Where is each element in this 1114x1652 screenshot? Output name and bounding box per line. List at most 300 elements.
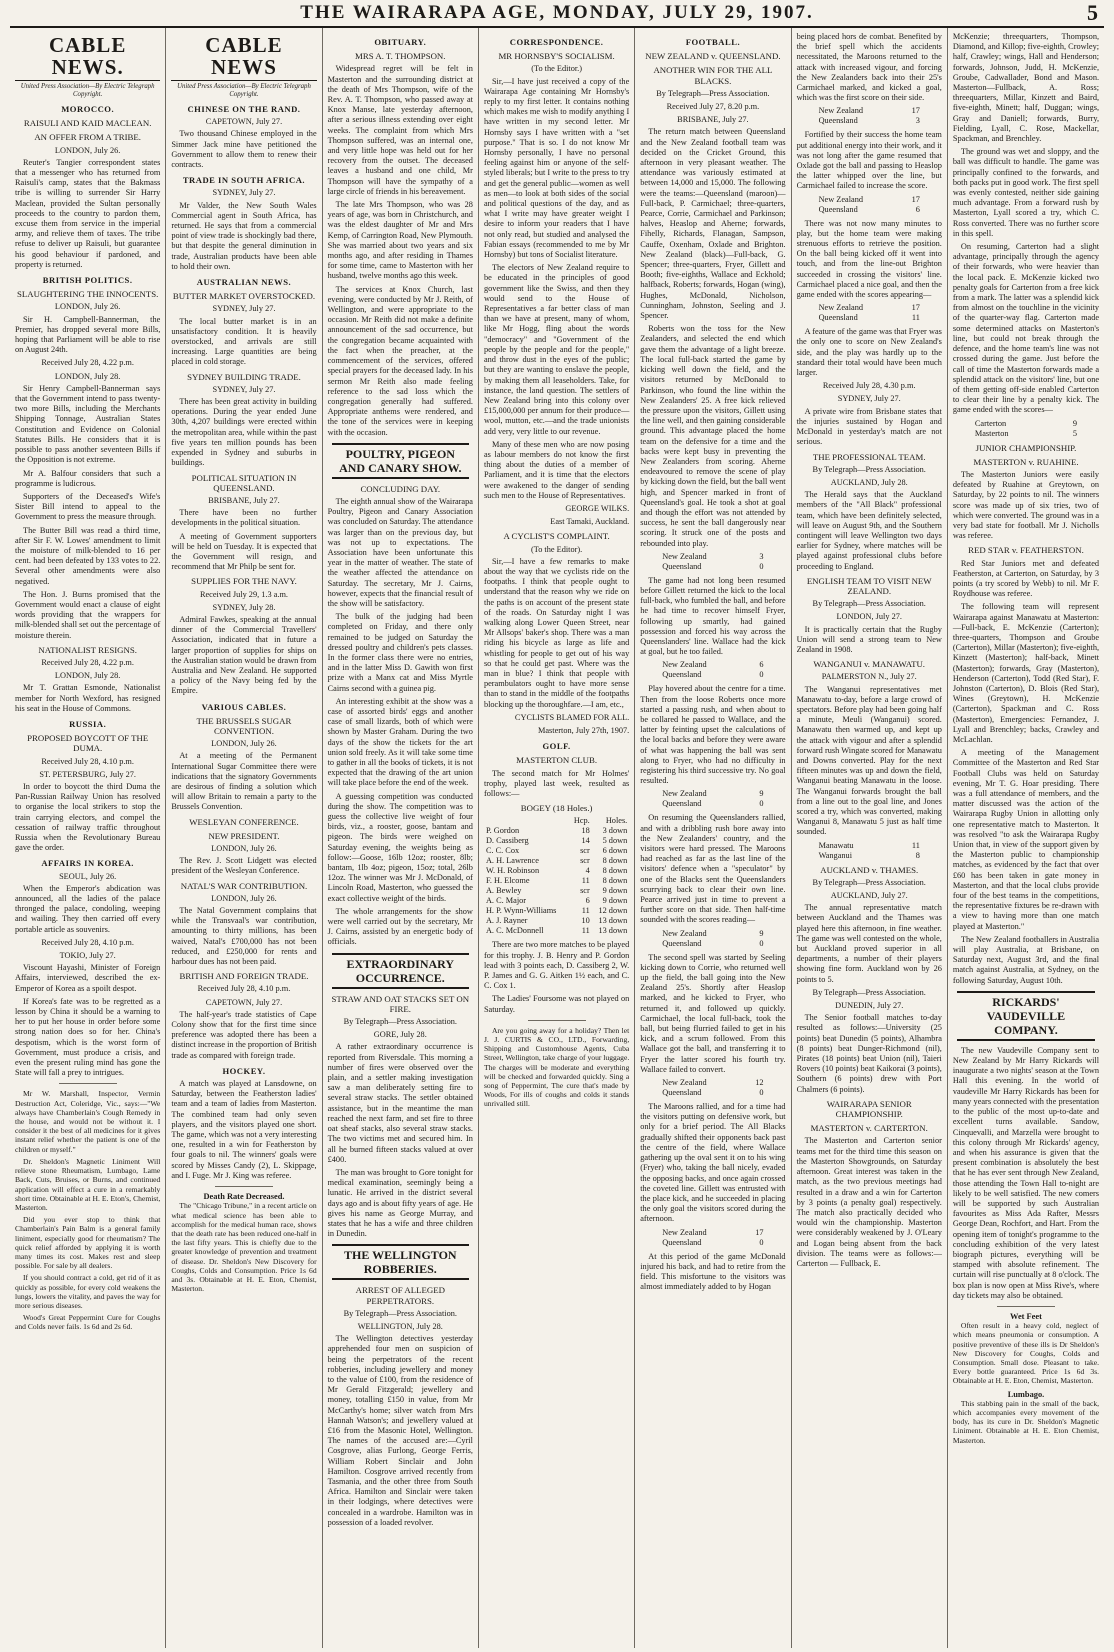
headline: NATIONALIST RESIGNS.	[38, 644, 137, 655]
advertisement	[15, 1089, 160, 1331]
column-5	[635, 28, 791, 1648]
article-paragraph: There are two more matches to be played for this trophy. J. B. Henry and P. Gordon lead with 3 points each, D. Cassiberg 2, W. P. James and G. G. Aitken 1½ each, and C. C. Cox 1.	[483, 940, 630, 991]
headline: BRITISH AND FOREIGN TRADE.	[179, 971, 309, 982]
headline: NEW ZEALAND v. QUEENSLAND.	[645, 51, 781, 62]
headline: WAIRARAPA SENIOR CHAMPIONSHIP.	[826, 1098, 912, 1120]
article-paragraph: The local butter market is in an unsatisfactory condition. It is heavily overstocked, and arrivals are still increasing. Large quantities are being placed in cold storage.	[171, 316, 317, 367]
section-heading: GOLF.	[542, 741, 571, 752]
received-line: Received July 28, 4.22 p.m.	[41, 657, 134, 667]
boxed-headline: EXTRAORDINARY OCCURRENCE.	[332, 953, 469, 989]
section-heading: FOOTBALL.	[685, 37, 741, 47]
team-name: New Zealand	[662, 660, 707, 670]
player-name: C. C. Cox	[485, 846, 520, 856]
article-paragraph: The whole arrangements for the show were well carried out by the secretary, Mr J. Cairns, assisted by an energetic body of officials.	[327, 906, 473, 947]
headline: THE PROFESSIONAL TEAM.	[812, 451, 926, 462]
headline: A CYCLIST'S COMPLAINT.	[503, 531, 610, 542]
article-paragraph: It is practically certain that the Rugby Union will send a strong team to New Zealand in 1908.	[796, 624, 942, 654]
team-score: 17	[911, 106, 920, 116]
article-paragraph: When the Emperor's abdication was announced, all the ladies of the palace thronged the palace, condoling, weeping and wailing. They then carried off every portable article as souvenirs.	[15, 883, 161, 934]
dateline: AUCKLAND, July 27.	[830, 891, 908, 901]
golf-results-table	[484, 816, 629, 936]
dateline: SYDNEY, July 27.	[212, 304, 276, 314]
ad-paragraph: Often result in a heavy cold, neglect of which means pneumonia or consumption. A positive preventive of these ills is Dr Sheldon's New Discovery for Coughs, Colds and Consumption. Small dose. Pleasant to take. Every bottle guaranteed. Price 1s 6d 3s. Obtainable at H. E. Eton, Chemist, Masterton.	[952, 1321, 1100, 1386]
letter-paragraph: Sir,—I have just received a copy of the Wairarapa Age containing Mr Hornsby's reply to my first letter. It contains nothing which makes me wish to modify anything I have written in my second letter. Mr Hornsby says I have written with a "set purpose." That is so. I do not know Mr Hornsby personally, I have no personal feeling against him or anyone of the self-styled liberals; but I write to the press to try and get the general public—women as well as men—to look at both sides of the social and political questions of the day, and as what I write may have greater weight I desire to inform your readers that I have not only read, but studied and analysed the Fabian essays (recommended to me by Mr Hornsby) but tons of Socialist literature.	[483, 76, 630, 260]
article-paragraph: At this period of the game McDonald injured his back, and had to retire from the field. This misfortune to the visitors was almost immediately added to by Hogan	[640, 1251, 786, 1292]
article-paragraph: On resuming the Queenslanders rallied, and with a dribbling rush bore away into the New Zealanders' country, and the visitors were hard pressed. The Maroons had reached as far as the last line of the visitors' defence when a "speculator" by one of the Blacks sent the Queenslanders scurrying back to clear their own line. Pearce arrived just in time to prevent a further score on that side. Then half-time sounded with the scores reading—	[640, 813, 786, 925]
received-line: Received July 28, 4.10 p.m.	[41, 756, 134, 766]
headline: ENGLISH TEAM TO VISIT NEW ZEALAND.	[806, 575, 932, 596]
team-name: Queensland	[818, 313, 858, 323]
signature-date: Masterton, July 27th, 1907.	[537, 726, 630, 735]
headline: SLAUGHTERING THE INNOCENTS.	[16, 289, 159, 300]
advertisement: Are you going away for a holiday? Then let J. J. CURTIS & CO., LTD., Forwarding, Shipping and Customhouse Agents, Cuba Street, Wellington, take charge of your luggage. The charges will be moderate and everything will be checked and forwarded quickly. Sing a song of Peppermint, The cure that's made by Woods, For ills of coughs and colds it stands unrivalled still.	[483, 1025, 630, 1109]
article-paragraph: The Maroons rallied, and for a time had the visitors putting on defensive work, but only for a brief period. The All Blacks gradually shifted their opponents back past the centre of the field, where Wallace gathering up the oval sent it on to his wing (Fryer) who, taking the ball nicely, evaded the opposing backs, and once again crossed the coveted line. Gillett was entrusted with the place kick, and he succeeded in placing the only goal the visitors scored during the afternoon.	[640, 1102, 786, 1224]
team-name: New Zealand	[662, 789, 707, 799]
player-name: D. Cassiberg	[485, 836, 529, 846]
team-name: New Zealand	[662, 928, 707, 938]
article-paragraph: A guessing competition was conducted during the show. The competition was to guess the collective live weight of four birds, viz., a rooster, goose, bantam and pigeon. The birds were weighed on Saturday evening, the weights being as follow:—Goose, 16lb 12oz; rooster, 8lb; bantam, 1lb 4oz; pigeon, 15oz; total, 26lb 12oz. The winner was Mr J. McDonald, of Lincoln Road, Masterton, who guessed the exact collective weight of the birds.	[327, 791, 473, 903]
score-table	[640, 660, 785, 680]
article-paragraph: The ground was wet and sloppy, and the ball was difficult to handle. The game was principally confined to the forwards, and both packs put in good work. The first spell was evenly contested, neither side gaining much advantage. From a forward rush by Masterton, Lyall scored a try, which C. Ross converted. There was no further score in this spell.	[952, 147, 1100, 238]
article-paragraph: A private wire from Brisbane states that the injuries sustained by Hogan and McDonald in yesterday's match are not serious.	[796, 406, 942, 447]
score-row	[640, 1088, 785, 1098]
team-score: 9	[759, 789, 764, 799]
team-name: Queensland	[662, 561, 702, 571]
article-paragraph: There has been great activity in building operations. During the year ended June 30th, 4,207 buildings were erected within the metropolitan area, while within the past five years ten million pounds has been expended in Sydney and suburbs in buildings.	[171, 397, 317, 468]
headline: RAISULI AND KAID MACLEAN.	[23, 118, 152, 129]
byline: By Telegraph—Press Association.	[812, 987, 926, 997]
dateline: DUNEDIN, July 27.	[835, 1001, 904, 1011]
page-number: 5	[1087, 0, 1098, 25]
article-paragraph: A match was played at Lansdowne, on Saturday, between the Featherston ladies' team and a team of ladies from Masterton. The combined team had only seven players, and the visitors played one short. The game, which was not a very interesting one, resulted in a win for Featherston by four goals to nil. The winners' goals were scored by Misses Candy (2), L. Skippage, and I. Fuge. Mr J. King was referee.	[171, 1079, 317, 1180]
article-paragraph: The game had not long been resumed before Gillett returned the kick to the local full-back, who fumbled the ball, and before he had time to recover himself Fryer, following up smartly, had gained possession and forced his way across the Queenslanders' line. Wallace had the kick at goal, but he too failed.	[640, 575, 786, 657]
column-3	[323, 28, 479, 1648]
subheadline: AN OFFER FROM A TRIBE.	[34, 132, 141, 143]
holes-result: 5 down	[602, 836, 628, 846]
handicap: 6	[585, 896, 590, 906]
subheadline: CONCLUDING DAY.	[360, 483, 441, 494]
dateline: SEOUL, July 26.	[59, 871, 117, 881]
article-paragraph: Fortified by their success the home team put additional energy into their work, and it was not long after the game resumed that Oxlade got the ball and passing to Heaslop the latter whipped over the line, but Carmichael failed to increase the score.	[796, 130, 942, 191]
handicap: 18	[581, 826, 590, 836]
dateline: AUCKLAND, July 28.	[830, 477, 908, 487]
handicap: 11	[581, 906, 590, 916]
article-paragraph: Two thousand Chinese employed in the Simmer Jack mine have petitioned the Government to allow them to renew their contracts.	[171, 129, 317, 170]
holes-result: 8 down	[602, 866, 628, 876]
dateline: WELLINGTON, July 28.	[357, 1321, 443, 1331]
subheadline: BOGEY (18 Holes.)	[520, 803, 593, 814]
dateline: LONDON, July 26.	[54, 302, 121, 312]
score-row	[953, 419, 1099, 429]
team-score: 9	[1072, 418, 1078, 428]
player-name: W. H. Robinson	[485, 866, 540, 876]
player-name: A. C. McDonnell	[485, 926, 544, 936]
article-paragraph: Viscount Hayashi, Minister of Foreign Affairs, interviewed, described the ex-Emperor of Korea as a spoilt despot.	[15, 963, 161, 993]
article-paragraph: If Korea's fate was to be regretted as a lesson by China it should be a warning to her to put her house in order before some strong nation does so for her. China's despotism, which is the worst form of Government, must produce a crisis, and even the present ruling mind has gone the State will fall a prey to intrigues.	[15, 996, 161, 1078]
player-name: A. Bewley	[485, 886, 522, 896]
section-heading: MOROCCO.	[61, 104, 115, 114]
article-paragraph: Reuter's Tangier correspondent states that a messenger who has returned from Raisuli's camp, states that the Bakmass tribe is willing to surrender Sir Harry Maclean, provided the Sultan personally proceeds to the country to pardon them, excuse them from service in the imperial army, and relieve them of taxes. The tribe refuse to deliver up Raisuli, but guarantee his good behaviour if pardoned, and property is returned.	[15, 157, 161, 269]
received-line: Received July 27, 8.20 p.m.	[666, 102, 760, 112]
score-row	[640, 939, 785, 949]
team-name: New Zealand	[818, 303, 864, 313]
dateline: LONDON, July 26.	[211, 893, 277, 903]
player-name: A. J. Rayner	[485, 916, 528, 926]
team-name: New Zealand	[818, 194, 864, 204]
dateline: LONDON, July 26.	[211, 739, 277, 749]
team-score: 11	[911, 840, 920, 850]
byline: By Telegraph—Press Association.	[812, 464, 926, 474]
divider	[528, 1020, 586, 1021]
score-row	[640, 660, 785, 670]
advertisement	[171, 1192, 316, 1293]
byline: By Telegraph—Press Association.	[656, 88, 770, 98]
ad-heading: Death Rate Decreased.	[203, 1192, 285, 1202]
team-score: 6	[759, 660, 764, 670]
team-name: Carterton	[974, 418, 1007, 428]
headline: THE BRUSSELS SUGAR CONVENTION.	[196, 715, 292, 736]
score-table	[640, 552, 785, 572]
handicap: scr	[580, 886, 590, 896]
column-6	[792, 28, 948, 1648]
column-header: Holes.	[605, 816, 628, 826]
article-paragraph: Red Star Juniors met and defeated Featherston, at Carterton, on Saturday, by 3 points (a try scored by Webb) to nil. Mr F. Roydhouse was referee.	[952, 558, 1100, 599]
article-paragraph: Sir Henry Campbell-Bannerman says that the Government intend to pass twenty-two more Bills, including the Merchants Shipping Tonnage, Australian States Constitution and Evidence on Colonial Statutes Bills. He considers that it is possible to pass another seventeen Bills if the Opposition is not extreme.	[15, 383, 161, 465]
team-name: New Zealand	[662, 1078, 707, 1088]
article-paragraph: The half-year's trade statistics of Cape Colony show that for the first time since preference was adopted there has been a distinct increase in the proportion of British trade as compared with foreign trade.	[171, 1009, 317, 1060]
article-paragraph: The Rev. J. Scott Lidgett was elected president of the Wesleyan Conference.	[171, 856, 317, 876]
to-the-editor: (To the Editor).	[530, 544, 583, 554]
holes-result: 3 down	[602, 826, 628, 836]
table-row	[484, 836, 629, 846]
dateline: LONDON, July 28.	[54, 371, 121, 381]
article-paragraph: There was not now many minutes to play, but the home team were making strenuous efforts to retrieve the position. On the ball being kicked off it went into touch, and from the line-out Brighton succeeded in crossing the visitors' line. Carmichael placed a nice goal, and then the game ended with the scores appearing—	[796, 218, 942, 300]
handicap: 4	[585, 866, 590, 876]
divider	[59, 1083, 117, 1084]
column-header	[484, 816, 569, 826]
dateline: BRISBANE, July 27.	[677, 115, 749, 125]
dateline: ST. PETERSBURG, July 27.	[39, 769, 136, 779]
handicap: scr	[580, 846, 590, 856]
column-header: Hcp.	[573, 816, 590, 826]
article-paragraph: The Wellington detectives yesterday apprehended four men on suspicion of being the perpetrators of the recent robberies, including jewellery and money to the value of £100, from the residence of Mr Gerald Fitzgerald; jewellery and money, totalling £150 in value, from Mr McCarthy's home; silver watch from Mrs Hannah Watson's; and jewellery valued at £16 from the Masonic Hotel, Wellington. The names of the accused are:—Cyril Cosgrove, alias Furlong, George Ferris, William Robert Sinclair and John Hamilton. Cosgrove arrived recently from Tasmania, and the other three from South Africa. Hamilton and Sinclair were taken in their lodgings, where detectives were concealed in a wardrobe. Hamilton was in possession of a loaded revolver.	[327, 1334, 473, 1527]
letter-paragraph: The electors of New Zealand require to be educated in the principles of good government like the Swiss, and then they would send to the House of Representatives a far better class of man than we have at present, many of whom, like Mr Hogg, fling about the words "democracy" and "Government of the people by the people and for the people," and throw dust in the eyes of the public; but they are wanting to enslave the people, by making them all leaseholders. Take, for instance, the land question. The settlers of New Zealand bring into this colony over £15,000,000 per annum for their produce—wool, mutton, etc.—and the trade unionists add very, very little to our revenue.	[483, 263, 630, 436]
boxed-headline: RICKARDS' VAUDEVILLE COMPANY.	[957, 991, 1095, 1041]
letter-paragraph: Many of these men who are now posing as labour members do not know the first thing about the duties of a member of Parliament, and it is time that the electors were awakened to the danger of sending such men to the House of Representatives.	[483, 439, 630, 500]
team-score: 6	[915, 204, 920, 214]
holes-result: 6 down	[602, 846, 628, 856]
received-line: Received July 28, 4.10 p.m.	[41, 937, 134, 947]
article-paragraph: The Ladies' Foursome was not played on Saturday.	[483, 994, 630, 1014]
letter-paragraph: Sir,—I have a few remarks to make about the way that we cyclists ride on the footpaths. I think that people ought to understand that the reason why we ride on the paths is on account of the present state of the roads. On Saturday night I was walking along Lower Queen Street, near Mr Allsops' baker's shop. There was a man riding his bicycle as large as life and whistling for people to get out of his way so that he could get past. Where was the man in blue? I think that people with perambulators ought to have more sense than to stand in the middle of the footpaths blocking up the thoroughfare.—I am, etc.,	[483, 556, 630, 709]
ad-paragraph: Mr W. Marshall, Inspector, Vermin Destruction Act, Coleridge, Vic., says:—"We always have Chamberlain's Cough Remedy in the house, and would not be without it. I consider it the best of all medicines for it gives instant relief whether the patient is one of the children or myself."	[15, 1089, 161, 1154]
team-score: 0	[759, 1088, 764, 1098]
article-paragraph: On resuming, Carterton had a slight advantage, principally through the agency of their forwards, who were heavier than the local pack. E. McKenzie kicked two penalty goals for Carterton from a free kick from a mark. The latter was a splendid kick from almost on the touchline in the vicinity of the quarter-way flag. Carterton made some determined attacks on Masterton's line, but could not break through the defence, and the home team's line was not crossed during the game. Just before the call of time the Masterton forwards made a splendid attack on the visitors' line, but one of them getting off-side enabled Carterton to clear their line by a penalty kick. The game ended with the scores—	[952, 242, 1100, 415]
article-paragraph: The Wanganui representatives met Manawatu to-day, before a large crowd of spectators. Before play had been going half a minute, Meuli (Wanganui) scored. Manawatu then warmed up, and kept up the attack with vigour and after a splendid forward rush Wingate scored for Manawatu and Downs converted. Play for the next fifteen minutes was up and down the field, Wanganui beating Manawatu in the loose. The Wanganui forwards brought the ball from a line out to the goal line, and Jones scored a try, which was converted, making Wanganui 8, Manawatu 5 just as half time sounded.	[796, 684, 942, 837]
table-row	[484, 866, 629, 876]
score-row	[797, 851, 942, 861]
article-paragraph: The annual representative match between Auckland and the Thames was played here this afternoon, in fine weather. The game was well contested on the whole, but Auckland proved superior in all departments, a number of their players showing fine form. Auckland won by 26 points to 5.	[796, 903, 942, 984]
article-paragraph: The bulk of the judging had been completed on Friday, and there only remained to be judged on Saturday the dressed poultry and children's pets classes. In the former class there were no entries, and in the latter Miss D. Gawith won first prize with a Manx cat and Miss Myrtle Cairns second with a guinea pig.	[327, 612, 473, 693]
article-paragraph: The eighth annual show of the Wairarapa Poultry, Pigeon and Canary Association was concluded on Saturday. The attendance was larger than on the previous day, but was not up to expectations. The Association have been unfortunate this year in the matter of weather. The state of the weather affected the attendance on Saturday. The secretary, Mr J. Cairns, however, expects that the financial result of the show will be satisfactory.	[327, 496, 473, 608]
ad-paragraph: Dr. Sheldon's Magnetic Liniment Will relieve stone Rheumatism, Lumbago, Lame Back, Cuts, Bruises, or Burns, and continued application will effect a cure in a remarkably short time. Obtainable at H. E. Eton's, Chemist, Masterton.	[15, 1156, 161, 1212]
article-paragraph: The Butter Bill was read a third time, after Sir F. W. Lowes' amendment to limit the moisture of milk-blended to 16 per cent. had been defeated by 133 votes to 22. Several other amendments were also negatived.	[15, 525, 161, 586]
team-name: New Zealand	[818, 106, 864, 116]
score-row	[797, 313, 942, 323]
headline: WANGANUI v. MANAWATU.	[813, 659, 926, 670]
table-row	[484, 906, 629, 916]
column-2	[166, 28, 322, 1648]
boxed-headline: THE WELLINGTON ROBBERIES.	[332, 1244, 469, 1280]
article-paragraph: The man was brought to Gore tonight for medical examination, seemingly being a lunatic. He arrived in the district several days ago and is about fifty years of age. He gives his name as George Murray, and states that he has a wife and three children in Dunedin.	[327, 1167, 473, 1239]
section-heading: CHINESE ON THE RAND.	[187, 104, 301, 114]
team-score: 17	[755, 1227, 764, 1237]
article-paragraph: Roberts won the toss for the New Zealanders, and selected the end which gave them the advantage of a light breeze. The local full-back started the game by kicking well down the field, and the visitors returned by McDonald to Parkinson, who found the line within the New Zealanders' 25. A free kick relieved the pressure upon the visitors, Gillett using the line well, and then gaining considerable ground. This advantage placed the home team on the defensive for a time and the backs were kept busy in preventing the New Zealanders from scoring. Aherne endeavoured to remove the scene of play by kicking down the field, but the ball went high, and Spencer marked in front of Queensland's goal. He took a shot at goal and though the effort was not attended by success, he sent the ball dangerously near scoring. It struck one of the posts and rebounded into play.	[640, 324, 786, 548]
received-line: Received July 29, 1.3 a.m.	[199, 589, 288, 599]
ad-paragraph: This stabbing pain in the small of the back, which accompanies every movement of the body, has its cure in Dr. Sheldon's Magnetic Liniment. Obtainable at H. E. Eton Chemist, Masterton.	[952, 1398, 1100, 1445]
table-row	[484, 886, 629, 896]
team-score: 17	[911, 303, 920, 313]
cable-news-title: CABLE NEWS	[171, 34, 316, 81]
press-credit: United Press Association—By Electric Telegraph Copyright.	[177, 83, 311, 98]
article-paragraph: A feature of the game was that Fryer was the only one to score on New Zealand's side, and the play was hardly up to the standard their total would have been much larger.	[796, 327, 942, 378]
score-table	[797, 841, 942, 861]
article-paragraph: The Masterton Juniors were easily defeated by Ruahine at Greytown, on Saturday, by 22 points to nil. The winners score was made up of six tries, two of which were converted. The ground was in a very bad state for football. Mr J. Nicholls was referee.	[952, 469, 1100, 541]
article-paragraph: In order to boycott the third Duma the Pan-Russian Railway Union has resolved to organise the local strikers to stop the train carrying electors, and compel the cessation of railway traffic throughout Russia when the Revolutionary Bureau gave the order.	[15, 781, 161, 853]
ad-paragraph: Wood's Great Peppermint Cure for Coughs and Colds never fails. 1s 6d and 2s 6d.	[15, 1313, 161, 1332]
team-score: 0	[759, 561, 764, 571]
article-paragraph: Admiral Fawkes, speaking at the annual dinner of the Commercial Travellers' Association, indicated that in future a larger proportion of supplies for ships on the Australian station would be drawn from Australia and New Zealand. He supported a policy of the Navy being fed by the Empire.	[171, 614, 317, 696]
team-name: Masterton	[974, 428, 1009, 438]
team-score: 3	[915, 116, 920, 126]
score-row	[640, 789, 785, 799]
player-name: P. Gordon	[485, 826, 520, 836]
holes-result: 13 down	[598, 926, 628, 936]
table-row	[484, 896, 629, 906]
score-row	[640, 562, 785, 572]
article-paragraph: Supporters of the Deceased's Wife's Sister Bill intend to appeal to the Government to press the measure through.	[15, 491, 161, 522]
score-row	[953, 429, 1099, 439]
headline: MR HORNSBY'S SOCIALISM.	[498, 51, 615, 62]
team-name: Queensland	[818, 204, 858, 214]
section-heading: AFFAIRS IN KOREA.	[41, 858, 134, 869]
team-score: 0	[759, 799, 764, 809]
player-name: A. C. Major	[485, 896, 527, 906]
team-name: Queensland	[818, 116, 858, 126]
column-1	[10, 28, 166, 1648]
section-heading: BRITISH POLITICS.	[42, 275, 133, 286]
byline: By Telegraph—Press Association.	[812, 599, 926, 609]
article-paragraph: being placed hors de combat. Benefited by the brief spell which the accidents necessitated, the Maroons returned to the attack with increased vigour, and forcing the New Zealanders back into their 25's Carmichael marked, and kicked a goal, which was the first score on their side.	[796, 32, 942, 103]
table-row	[484, 846, 629, 856]
handicap: 11	[581, 926, 590, 936]
headline: AUCKLAND v. THAMES.	[820, 864, 919, 875]
dateline: CAPETOWN, July 27.	[205, 997, 283, 1007]
team-name: Queensland	[662, 799, 702, 809]
team-name: Queensland	[662, 670, 702, 680]
headline: MRS A. T. THOMPSON.	[355, 51, 446, 62]
holes-result: 8 down	[602, 856, 628, 866]
subheadline: MASTERTON v. RUAHINE.	[973, 456, 1079, 467]
article-paragraph: The second spell was started by Seeling kicking down to Corrie, who returned well up the field, the ball going into the New Zealand 25's. Shortly after Heaslop marked, and he kicked to Fryer, who returned it, and followed up quickly. Carmichael, the local full-back, took the ball, but being flurried failed to get in his kick, and a scrum followed. From this Wallace got the ball, and transferring it to Fryer the latter scored his fourth try. Wallace failed to convert.	[640, 952, 786, 1074]
dateline: SYDNEY, July 27.	[212, 384, 276, 394]
section-heading: HOCKEY.	[222, 1065, 266, 1076]
table-row	[484, 916, 629, 926]
score-table	[797, 195, 942, 215]
signature: GEORGE WILKS.	[565, 503, 630, 513]
article-paragraph: Mr Valder, the New South Wales Commercial agent in South Africa, has returned. He says that from a commercial point of view trade is shockingly bad there, but that despite the general diminution in trade, Australian products have been able to hold their own.	[171, 200, 317, 271]
signature-place: East Tamaki, Auckland.	[550, 517, 630, 527]
holes-result: 8 down	[602, 876, 628, 886]
score-table	[797, 303, 942, 323]
headline: ARREST OF ALLEGED PERPETRATORS.	[355, 1285, 445, 1306]
score-row	[797, 106, 942, 116]
article-paragraph: The following team will represent Wairarapa against Manawatu at Masterton:—Full-back, E. McKenzie (Carterton); three-quarters, Thompson and Groube (Carterton), Millar (Masterton); five-eighth, Kinzett (Masterton); half-back, Minett (Masterton); forwards, Gray (Masterton), Henderson (Carterton), Todd (Red Star), F. Johnston (Carterton), D. Blois (Red Star), Wines (Greytown), H. McKenzie (Carterton), Spackman and C. Ross (Masterton), Emergencies: Fernandez, J. Lyall and Brenchley; backs, Crawley and McLachlan.	[952, 602, 1100, 744]
press-credit: United Press Association—By Electric Telegraph Copyright.	[20, 83, 155, 98]
dateline: LONDON, July 26.	[211, 844, 277, 853]
column-4	[479, 28, 635, 1648]
dateline: PALMERSTON N., July 27.	[821, 672, 917, 682]
holes-result: 9 down	[602, 896, 628, 906]
dateline: CAPETOWN, July 27.	[205, 117, 283, 127]
received-line: Received July 28, 4.30 p.m.	[822, 381, 916, 391]
team-score: 11	[911, 313, 920, 323]
score-row	[797, 195, 942, 205]
headline: SUPPLIES FOR THE NAVY.	[191, 576, 297, 587]
headline: MASTERTON CLUB.	[516, 755, 598, 766]
masthead	[10, 0, 1104, 28]
article-paragraph: Mr T. Grattan Esmonde, Nationalist member for North Wexford, has resigned his seat in the House of Commons.	[15, 683, 161, 713]
holes-result: 13 down	[598, 916, 628, 926]
article-paragraph: The Masterton and Carterton senior teams met for the third time this season on the Masterton Showgrounds, on Saturday afternoon. Great interest was taken in the match, as the two previous meetings had resulted in a draw and a win for Carterton by 3 points (a penalty goal) respectively. The match also practically decided who would win the championship. Masterton were considerably weakened by J. O'Leary and Logan being absent from the back division. The teams were as follows:—Carterton — Fullback, E.	[796, 1136, 942, 1268]
score-row	[797, 303, 942, 313]
team-name: New Zealand	[662, 1227, 707, 1237]
article-paragraph: An interesting exhibit at the show was a case of assorted birds' eggs and another case of small lizards, both of which were shown by Master Graham. During the two days of the show the tickets for the art union sold freely. As it will take some time to gather in all the books of tickets, it is not expected that the drawing of the art union will take place before the end of the week.	[327, 696, 473, 788]
dateline: GORE, July 28.	[373, 1030, 427, 1040]
received-line: Received July 28, 4.22 p.m.	[41, 358, 134, 368]
holes-result: 12 down	[598, 906, 628, 916]
byline: By Telegraph—Press Association.	[343, 1017, 457, 1027]
section-heading: RUSSIA.	[69, 718, 107, 729]
signature: CYCLISTS BLAMED FOR ALL.	[514, 712, 630, 722]
article-paragraph: The Senior football matches to-day resulted as follows:—University (25 points) beat Dunedin (5 points), Alhambra (8 points) beat Dunger-Richmond (nil), Pirates (18 points) beat Union (nil), Taieri Rovers (10 points) beat Kaikorai (3 points), Southern (6 points) drew with Port Chalmers (6 points).	[796, 1013, 942, 1094]
handicap: 11	[581, 876, 590, 886]
score-row	[797, 116, 942, 126]
cable-news-title: CABLE NEWS.	[15, 34, 160, 81]
article-paragraph: Sir H. Campbell-Bannerman, the Premier, has dropped several more Bills, hoping that Parliament will be able to rise on August 24th.	[15, 314, 161, 355]
headline: PROPOSED BOYCOTT OF THE DUMA.	[27, 733, 149, 754]
dateline: BRISBANE, July 27.	[208, 495, 280, 505]
score-row	[640, 1078, 785, 1088]
team-name: Wanganui	[818, 850, 852, 860]
table-row	[484, 876, 629, 886]
section-heading: AUSTRALIAN NEWS.	[196, 277, 292, 288]
table-row	[484, 856, 629, 866]
player-name: A. H. Lawrence	[485, 856, 539, 866]
section-heading: OBITUARY.	[374, 37, 427, 47]
dateline: SYDNEY, July 27.	[837, 394, 901, 404]
table-row	[484, 926, 629, 936]
team-score: 5	[1072, 428, 1078, 438]
ad-paragraph: Did you ever stop to think that Chamberlain's Pain Balm is a general family liniment, especially good for rheumatism? The quick relief afforded by applying it is worth many times its cost. Makes rest and sleep possible. For sale by all dealers.	[15, 1215, 161, 1271]
subheadline: MASTERTON v. CARTERTON.	[810, 1123, 928, 1134]
subheadline: ANOTHER WIN FOR THE ALL BLACKS.	[653, 65, 773, 86]
team-score: 8	[915, 850, 920, 860]
byline: By Telegraph—Press Association.	[343, 1308, 457, 1318]
holes-result: 9 down	[602, 886, 628, 896]
team-name: Queensland	[662, 1237, 702, 1247]
score-table	[640, 929, 785, 949]
headline: SYDNEY BUILDING TRADE.	[187, 371, 301, 382]
masthead-title: THE WAIRARAPA AGE, MONDAY, JULY 29, 1907.	[300, 2, 814, 23]
headline: POLITICAL SITUATION IN QUEENSLAND.	[191, 472, 297, 493]
player-name: F. H. Elcome	[485, 876, 530, 886]
dateline: LONDON, July 27.	[836, 612, 902, 622]
score-row	[640, 552, 785, 562]
article-paragraph: A meeting of the Management Committee of the Masterton and Red Star Football Clubs was held on Saturday evening, Mr T. G. Hoar presiding. There was a full attendance of members, and the matter discussed was the action of the Wairarapa Rugby Union in allotting only one representative match to Masterton. It was resolved "to ask the Wairarapa Rugby Union that, in view of the support given by the Masterton public to championship matches, as evidenced by the fact that over £60 has been taken in gate money in Masterton, and that the local clubs provide four of the best teams in the competitions, the representative fixtures be re-drawn with a view to having more than one match played at Masterton."	[952, 748, 1100, 931]
handicap: scr	[580, 856, 590, 866]
article-paragraph: At a meeting of the Permanent International Sugar Committee there were indications that the signatory Governments are desirous of finding a solution which will allow Britain to remain a party to the Brussels Convention.	[171, 751, 317, 812]
subheadline: NEW PRESIDENT.	[208, 830, 280, 841]
team-score: 0	[759, 1237, 764, 1247]
dateline: LONDON, July 28.	[54, 671, 121, 681]
team-score: 9	[759, 928, 764, 938]
section-heading: TRADE IN SOUTH AFRICA.	[182, 175, 306, 186]
score-row	[640, 1238, 785, 1248]
table-row	[484, 826, 629, 836]
article-paragraph: The Hon. J. Burns promised that the Government would enact a clause of eight words providing that the wrappers for milk-blended shall set out the percentage of moisture therein.	[15, 589, 161, 640]
team-score: 3	[759, 551, 764, 561]
ad-heading: Wet Feet	[1010, 1311, 1042, 1321]
article-paragraph: Widespread regret will be felt in Masterton and the surrounding district at the death of Mrs Thompson, wife of the Rev. A. T. Thompson, who passed away at Knox Manse, late yesterday afternoon, after a serious illness extending over eight weeks. The complaint from which Mrs Thompson suffered, was an internal one, and very little hope was held out for her recovery from the outset. The deceased leaves a husband and one child, Mr Thompson will have the sympathy of a large circle of friends in his bereavement.	[327, 64, 473, 196]
ad-heading: Lumbago.	[1007, 1389, 1045, 1399]
divider	[997, 1306, 1055, 1307]
table-header-row	[484, 816, 629, 826]
headline: BUTTER MARKET OVERSTOCKED.	[172, 291, 316, 302]
article-paragraph: Play hovered about the centre for a time. Then from the loose Roberts once more started a passing rush, and when about to be collared he passed to Wallace, and the latter by feinting upset the calculations of the local backs and before they were aware of what was happening the ball was sent along to Fryer, who had no difficulty in registering his third successive try. No goal resulted.	[640, 684, 786, 786]
article-paragraph: The Natal Government complains that while the Transvaal's war contribution, amounting to thirty millions, has been waived, Natal's £700,000 has not been reduced, and £250,000 for rents and harbour dues has not been paid.	[171, 906, 317, 967]
advertisement	[953, 1312, 1099, 1445]
handicap: 14	[581, 836, 590, 846]
dateline: SYDNEY, July 28.	[212, 602, 276, 612]
to-the-editor: (To the Editor.)	[531, 64, 582, 74]
received-line: Received July 28, 4.10 p.m.	[197, 984, 291, 994]
column-7	[948, 28, 1104, 1648]
article-paragraph: A rather extraordinary occurrence is reported from Riversdale. This morning a number of fires were observed over the plain, and a settler making investigation saw a man deliberately setting fire to several straw stacks. The settler obtained assistance, but in the meantime the man reached the next farm, and set fire to three oat sheaf stacks, also several straw stacks. The two victims met and secured him. In all he burned fifteen stacks valued at over £400.	[327, 1042, 473, 1164]
divider	[215, 1186, 273, 1187]
headline: STRAW AND OAT STACKS SET ON FIRE.	[331, 993, 470, 1014]
dateline: LONDON, July 26.	[54, 145, 121, 155]
byline: By Telegraph—Press Association.	[812, 877, 926, 887]
score-table	[953, 419, 1099, 439]
team-name: Queensland	[662, 938, 702, 948]
score-row	[640, 670, 785, 680]
score-table	[640, 1228, 785, 1248]
score-row	[640, 929, 785, 939]
score-table	[640, 789, 785, 809]
ad-paragraph: The "Chicago Tribune," in a recent article on what medical science has been able to accomplish for the medical human race, shows that the death rate has been reduced one-half in the last fifty years. This is chiefly due to the greater knowledge of prevention and treatment of disease. Dr. Sheldon's New Discovery for Coughs, Colds and Consumption. Price 1s 6d and 3s. Obtainable at H. E. Eton, Chemist, Masterton.	[171, 1201, 317, 1294]
article-paragraph: The new Vaudeville Company sent to New Zealand by Mr Harry Rickards will inaugurate a two nights' season at the Town Hall this evening. In the world of vaudeville Mr Harry Rickards has been for many years connected with the presentation to the public of the most up-to-date and excellent turns available. Sandow, Cinquevalli, and Marzella were brought to this colony through Mr Rickards' agency, and when his assurance is given that the present combination is absolutely the best that he has ever sent through New Zealand, those attending the Town Hall to-night are likely to be well satisfied. The new comers will be supported by such Australian favourites as Miss Ada Rafter, Messrs George Dean, Rochfort, and Hart. From the opening item of tonight's programme to the concluding exhibition of the very latest biograph pictures, everything will be stamped with absolute refinement. The curtain will rise punctually at 8 o'clock. The box plan is now open at Miss Rive's, where day tickets may also be obtained.	[952, 1045, 1100, 1300]
team-score: 0	[759, 938, 764, 948]
headline: WESLEYAN CONFERENCE.	[189, 816, 299, 827]
headline: JUNIOR CHAMPIONSHIP.	[975, 442, 1077, 453]
article-paragraph: The late Mrs Thompson, who was 28 years of age, was born in Christchurch, and was the eldest daughter of Mr and Mrs Kemp, of Carrington Road, New Plymouth. She was married about two years and six months ago, and after residing in Thames for some time, came to Masterton with her husband, twelve months ago this week.	[327, 200, 473, 281]
score-row	[640, 1228, 785, 1238]
team-name: Queensland	[662, 1088, 702, 1098]
article-paragraph: The second match for Mr Holmes' trophy, played last week, resulted as follows:—	[483, 768, 630, 799]
headline: NATAL'S WAR CONTRIBUTION.	[180, 880, 308, 891]
article-paragraph: The services at Knox Church, last evening, were conducted by Mr J. Reith, of Wellington, and were appropriate to the occasion. Mr Reith did not make a definite announcement of the sad occurrence, but the congregation became acquainted with the fact when the preacher, at the commencement of the services, offered special prayers for the deceased lady. In his sermon Mr Reith also made feeling reference to the sad loss which the congregation generally had suffered. Appropriate anthems were rendered, and the tone of the services were in keeping with the occasion.	[327, 284, 473, 437]
